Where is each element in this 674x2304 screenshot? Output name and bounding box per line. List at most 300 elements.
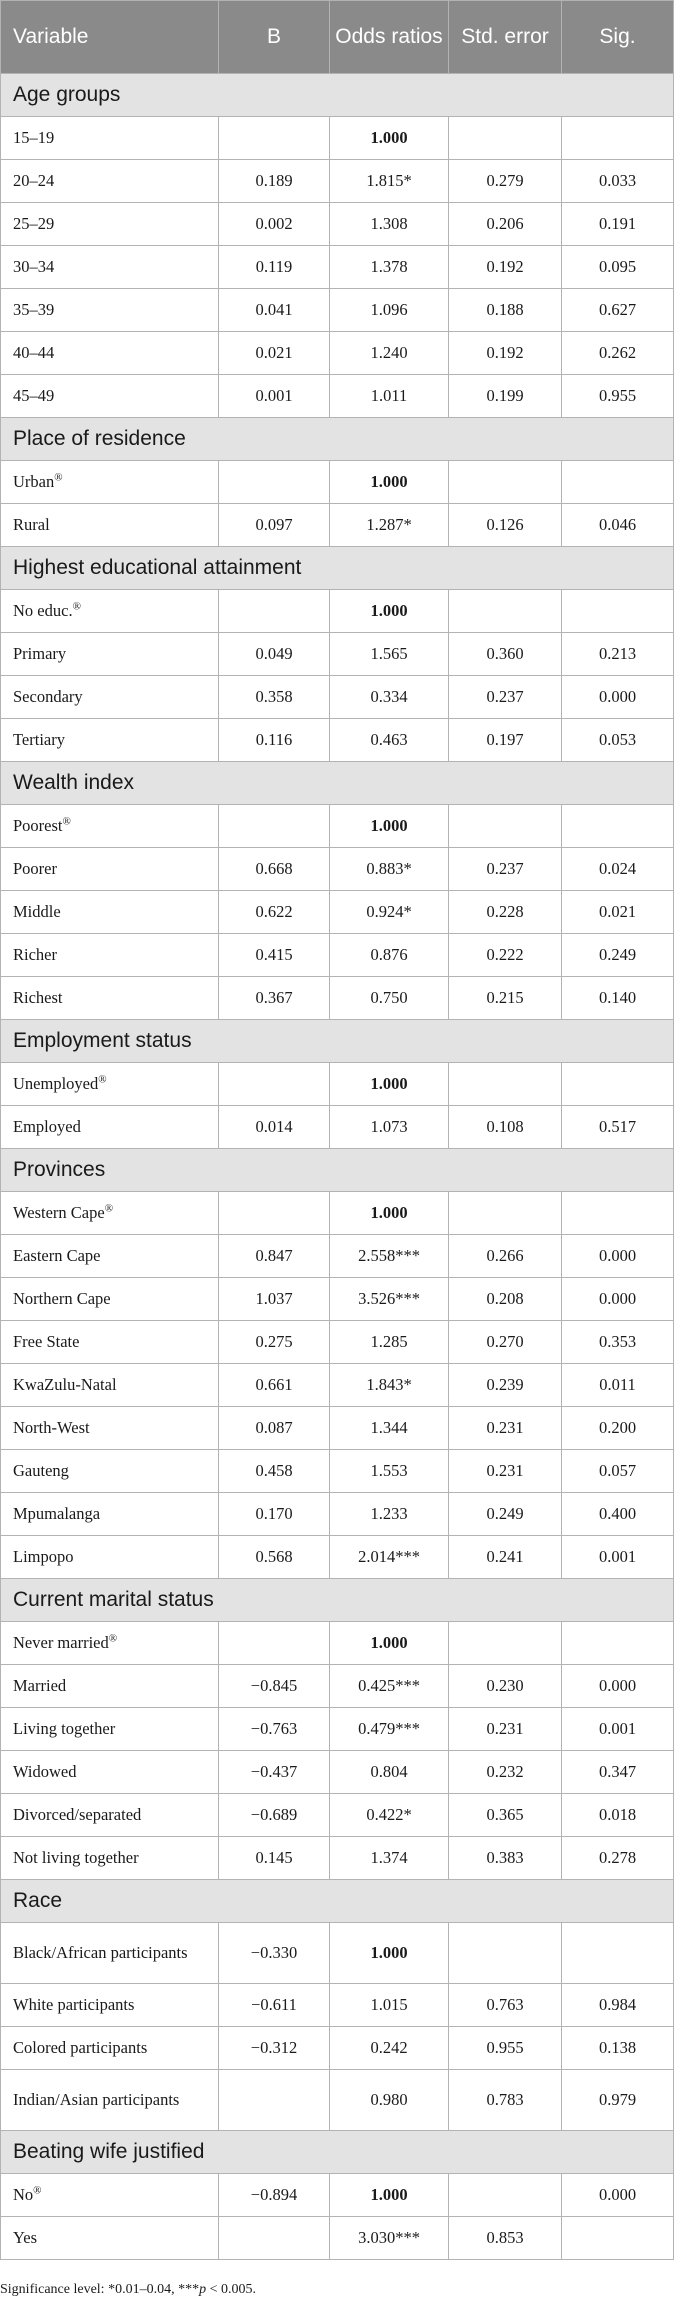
table-row bbox=[1, 1106, 674, 1149]
table-row bbox=[1, 1708, 674, 1751]
row-std-error: 0.383 bbox=[449, 1837, 562, 1880]
table-row bbox=[1, 1751, 674, 1794]
row-std-error bbox=[449, 1063, 562, 1106]
reference-mark: ® bbox=[104, 1202, 114, 1215]
reference-mark: ® bbox=[72, 600, 81, 613]
row-b: 0.116 bbox=[219, 719, 330, 762]
row-label: North-West bbox=[13, 1418, 90, 1437]
row-std-error: 0.230 bbox=[449, 1665, 562, 1708]
section-header-row bbox=[1, 547, 674, 590]
table-row bbox=[1, 719, 674, 762]
row-odds-ratio: 0.804 bbox=[330, 1751, 449, 1794]
row-std-error: 0.192 bbox=[449, 332, 562, 375]
row-variable bbox=[1, 1106, 219, 1149]
table-row bbox=[1, 1984, 674, 2027]
row-label: 25–29 bbox=[13, 214, 55, 233]
row-label: Yes bbox=[13, 2228, 38, 2247]
row-std-error: 0.199 bbox=[449, 375, 562, 418]
row-sig: 0.000 bbox=[562, 1278, 674, 1321]
row-label: Married bbox=[13, 1676, 67, 1695]
row-odds-ratio: 1.000 bbox=[330, 1192, 449, 1235]
table-row bbox=[1, 934, 674, 977]
row-std-error: 0.266 bbox=[449, 1235, 562, 1278]
section-header-row bbox=[1, 1579, 674, 1622]
row-odds-ratio: 1.344 bbox=[330, 1407, 449, 1450]
table-row bbox=[1, 2027, 674, 2070]
table-row bbox=[1, 504, 674, 547]
row-sig: 0.000 bbox=[562, 1235, 674, 1278]
row-sig: 0.200 bbox=[562, 1407, 674, 1450]
section-title: Employment status bbox=[1, 1020, 674, 1063]
row-std-error: 0.955 bbox=[449, 2027, 562, 2070]
row-odds-ratio: 0.876 bbox=[330, 934, 449, 977]
row-std-error bbox=[449, 1923, 562, 1984]
row-label: Not living together bbox=[13, 1848, 139, 1867]
table-row bbox=[1, 1794, 674, 1837]
row-label: 20–24 bbox=[13, 171, 55, 190]
reference-mark: ® bbox=[54, 471, 63, 484]
row-odds-ratio: 0.980 bbox=[330, 2070, 449, 2131]
row-sig bbox=[562, 461, 674, 504]
row-b: −0.330 bbox=[219, 1923, 330, 1984]
row-variable bbox=[1, 289, 219, 332]
table-row bbox=[1, 1063, 674, 1106]
section-title: Wealth index bbox=[1, 762, 674, 805]
row-sig: 0.000 bbox=[562, 2174, 674, 2217]
row-sig: 0.001 bbox=[562, 1536, 674, 1579]
row-std-error: 0.237 bbox=[449, 676, 562, 719]
significance-footnote bbox=[0, 2282, 256, 2298]
row-std-error: 0.192 bbox=[449, 246, 562, 289]
row-sig bbox=[562, 1063, 674, 1106]
row-variable bbox=[1, 332, 219, 375]
row-label: Black/African participants bbox=[13, 1943, 188, 1962]
row-std-error: 0.365 bbox=[449, 1794, 562, 1837]
row-sig: 0.021 bbox=[562, 891, 674, 934]
row-sig: 0.018 bbox=[562, 1794, 674, 1837]
row-b bbox=[219, 1063, 330, 1106]
row-std-error: 0.231 bbox=[449, 1450, 562, 1493]
row-b: 0.847 bbox=[219, 1235, 330, 1278]
row-b: −0.437 bbox=[219, 1751, 330, 1794]
row-odds-ratio: 0.425*** bbox=[330, 1665, 449, 1708]
row-b bbox=[219, 590, 330, 633]
table-row bbox=[1, 2070, 674, 2131]
row-variable bbox=[1, 633, 219, 676]
row-sig: 0.001 bbox=[562, 1708, 674, 1751]
row-b: 0.021 bbox=[219, 332, 330, 375]
reference-mark: ® bbox=[33, 2184, 42, 2197]
row-variable bbox=[1, 1708, 219, 1751]
row-std-error bbox=[449, 1192, 562, 1235]
row-b: 0.367 bbox=[219, 977, 330, 1020]
row-odds-ratio: 0.924* bbox=[330, 891, 449, 934]
header-std-error: Std. error bbox=[449, 1, 562, 74]
table-row bbox=[1, 160, 674, 203]
footnote-suffix: < 0.005. bbox=[206, 2282, 256, 2297]
row-variable bbox=[1, 246, 219, 289]
row-label: Mpumalanga bbox=[13, 1504, 101, 1523]
row-std-error: 0.270 bbox=[449, 1321, 562, 1364]
row-b: 0.041 bbox=[219, 289, 330, 332]
row-std-error: 0.231 bbox=[449, 1708, 562, 1751]
row-label: Poorer bbox=[13, 859, 57, 878]
row-odds-ratio: 2.558*** bbox=[330, 1235, 449, 1278]
row-label: Middle bbox=[13, 902, 61, 921]
row-odds-ratio: 1.000 bbox=[330, 805, 449, 848]
row-variable bbox=[1, 1235, 219, 1278]
table-row bbox=[1, 332, 674, 375]
row-variable bbox=[1, 1450, 219, 1493]
row-label: Widowed bbox=[13, 1762, 77, 1781]
row-b bbox=[219, 805, 330, 848]
row-variable bbox=[1, 1192, 219, 1235]
row-label: Primary bbox=[13, 644, 67, 663]
section-title: Beating wife justified bbox=[1, 2131, 674, 2174]
row-variable bbox=[1, 1923, 219, 1984]
table-row bbox=[1, 461, 674, 504]
row-variable bbox=[1, 1364, 219, 1407]
row-b bbox=[219, 461, 330, 504]
row-b: 0.661 bbox=[219, 1364, 330, 1407]
row-std-error: 0.232 bbox=[449, 1751, 562, 1794]
row-variable bbox=[1, 2174, 219, 2217]
row-std-error bbox=[449, 1622, 562, 1665]
row-odds-ratio: 1.073 bbox=[330, 1106, 449, 1149]
row-variable bbox=[1, 848, 219, 891]
row-odds-ratio: 1.000 bbox=[330, 1923, 449, 1984]
row-std-error: 0.206 bbox=[449, 203, 562, 246]
row-b: −0.312 bbox=[219, 2027, 330, 2070]
row-b: 0.002 bbox=[219, 203, 330, 246]
row-odds-ratio: 3.526*** bbox=[330, 1278, 449, 1321]
row-sig bbox=[562, 805, 674, 848]
row-variable bbox=[1, 504, 219, 547]
row-odds-ratio: 1.374 bbox=[330, 1837, 449, 1880]
row-odds-ratio: 1.233 bbox=[330, 1493, 449, 1536]
row-sig: 0.000 bbox=[562, 676, 674, 719]
row-label: 15–19 bbox=[13, 128, 55, 147]
row-sig: 0.278 bbox=[562, 1837, 674, 1880]
row-odds-ratio: 1.308 bbox=[330, 203, 449, 246]
row-variable bbox=[1, 2070, 219, 2131]
row-b: 0.145 bbox=[219, 1837, 330, 1880]
table-row bbox=[1, 289, 674, 332]
row-sig: 0.138 bbox=[562, 2027, 674, 2070]
table-row bbox=[1, 676, 674, 719]
footnote-prefix: Significance level: *0.01–0.04, *** bbox=[0, 2282, 200, 2297]
row-label: 35–39 bbox=[13, 300, 55, 319]
row-odds-ratio: 1.553 bbox=[330, 1450, 449, 1493]
row-odds-ratio: 1.000 bbox=[330, 1622, 449, 1665]
table-row bbox=[1, 2217, 674, 2260]
row-sig bbox=[562, 590, 674, 633]
table-row bbox=[1, 633, 674, 676]
row-label: Northern Cape bbox=[13, 1289, 111, 1308]
row-sig bbox=[562, 1622, 674, 1665]
table-row bbox=[1, 2174, 674, 2217]
row-label: KwaZulu-Natal bbox=[13, 1375, 117, 1394]
row-variable bbox=[1, 461, 219, 504]
row-sig bbox=[562, 1192, 674, 1235]
row-sig: 0.033 bbox=[562, 160, 674, 203]
row-label: Never married bbox=[13, 1633, 109, 1652]
table-row bbox=[1, 1837, 674, 1880]
table-row bbox=[1, 805, 674, 848]
section-header-row bbox=[1, 1149, 674, 1192]
row-label: Rural bbox=[13, 515, 50, 534]
row-odds-ratio: 1.000 bbox=[330, 1063, 449, 1106]
row-std-error: 0.783 bbox=[449, 2070, 562, 2131]
row-variable bbox=[1, 375, 219, 418]
row-variable bbox=[1, 805, 219, 848]
row-std-error bbox=[449, 805, 562, 848]
table-row bbox=[1, 1407, 674, 1450]
row-label: No bbox=[13, 2185, 34, 2204]
table-row bbox=[1, 117, 674, 160]
row-std-error: 0.188 bbox=[449, 289, 562, 332]
row-label: Employed bbox=[13, 1117, 81, 1136]
header-variable: Variable bbox=[1, 1, 219, 74]
row-label: Living together bbox=[13, 1719, 116, 1738]
row-std-error: 0.279 bbox=[449, 160, 562, 203]
row-label: 45–49 bbox=[13, 386, 55, 405]
section-title: Provinces bbox=[1, 1149, 674, 1192]
row-b: 0.568 bbox=[219, 1536, 330, 1579]
row-variable bbox=[1, 117, 219, 160]
row-label: Richer bbox=[13, 945, 57, 964]
row-odds-ratio: 0.463 bbox=[330, 719, 449, 762]
row-variable bbox=[1, 1665, 219, 1708]
row-std-error: 0.197 bbox=[449, 719, 562, 762]
row-label: Secondary bbox=[13, 687, 83, 706]
row-std-error: 0.222 bbox=[449, 934, 562, 977]
table-row bbox=[1, 375, 674, 418]
row-label: Eastern Cape bbox=[13, 1246, 101, 1265]
table-row bbox=[1, 1278, 674, 1321]
row-sig bbox=[562, 117, 674, 160]
table-row bbox=[1, 1536, 674, 1579]
row-odds-ratio: 0.334 bbox=[330, 676, 449, 719]
row-odds-ratio: 1.015 bbox=[330, 1984, 449, 2027]
row-variable bbox=[1, 203, 219, 246]
row-variable bbox=[1, 891, 219, 934]
row-std-error bbox=[449, 461, 562, 504]
row-sig: 0.627 bbox=[562, 289, 674, 332]
row-sig: 0.057 bbox=[562, 1450, 674, 1493]
table-row bbox=[1, 1450, 674, 1493]
row-b: 0.170 bbox=[219, 1493, 330, 1536]
row-variable bbox=[1, 590, 219, 633]
row-label: 40–44 bbox=[13, 343, 55, 362]
row-odds-ratio: 1.285 bbox=[330, 1321, 449, 1364]
header-sig: Sig. bbox=[562, 1, 674, 74]
row-variable bbox=[1, 1493, 219, 1536]
section-title: Age groups bbox=[1, 74, 674, 117]
row-odds-ratio: 1.011 bbox=[330, 375, 449, 418]
table-row bbox=[1, 1321, 674, 1364]
row-odds-ratio: 3.030*** bbox=[330, 2217, 449, 2260]
row-label: Richest bbox=[13, 988, 63, 1007]
row-b: 0.119 bbox=[219, 246, 330, 289]
row-variable bbox=[1, 1063, 219, 1106]
row-sig: 0.262 bbox=[562, 332, 674, 375]
row-b bbox=[219, 1192, 330, 1235]
row-b: 1.037 bbox=[219, 1278, 330, 1321]
row-b bbox=[219, 117, 330, 160]
section-header-row bbox=[1, 2131, 674, 2174]
section-title: Race bbox=[1, 1880, 674, 1923]
row-odds-ratio: 0.883* bbox=[330, 848, 449, 891]
section-header-row bbox=[1, 762, 674, 805]
header-b: B bbox=[219, 1, 330, 74]
row-b: −0.763 bbox=[219, 1708, 330, 1751]
row-label: Colored participants bbox=[13, 2038, 148, 2057]
row-odds-ratio: 1.378 bbox=[330, 246, 449, 289]
row-std-error bbox=[449, 2174, 562, 2217]
row-label: Poorest bbox=[13, 816, 63, 835]
table-row bbox=[1, 1923, 674, 1984]
row-b: −0.611 bbox=[219, 1984, 330, 2027]
row-odds-ratio: 1.000 bbox=[330, 590, 449, 633]
header-odds-ratios: Odds ratios bbox=[330, 1, 449, 74]
reference-mark: ® bbox=[62, 815, 71, 828]
table-row bbox=[1, 203, 674, 246]
reference-mark: ® bbox=[98, 1073, 107, 1086]
row-odds-ratio: 0.422* bbox=[330, 1794, 449, 1837]
row-variable bbox=[1, 1794, 219, 1837]
table-header-row bbox=[1, 1, 674, 74]
row-sig bbox=[562, 1923, 674, 1984]
row-odds-ratio: 1.815* bbox=[330, 160, 449, 203]
row-sig: 0.140 bbox=[562, 977, 674, 1020]
row-label: Limpopo bbox=[13, 1547, 74, 1566]
row-b: 0.189 bbox=[219, 160, 330, 203]
row-odds-ratio: 1.565 bbox=[330, 633, 449, 676]
row-b: 0.049 bbox=[219, 633, 330, 676]
row-label: Western Cape bbox=[13, 1203, 105, 1222]
row-odds-ratio: 1.096 bbox=[330, 289, 449, 332]
row-std-error: 0.208 bbox=[449, 1278, 562, 1321]
row-label: Free State bbox=[13, 1332, 80, 1351]
row-std-error: 0.231 bbox=[449, 1407, 562, 1450]
section-title: Current marital status bbox=[1, 1579, 674, 1622]
row-variable bbox=[1, 719, 219, 762]
row-std-error: 0.215 bbox=[449, 977, 562, 1020]
row-variable bbox=[1, 1321, 219, 1364]
section-header-row bbox=[1, 1880, 674, 1923]
row-std-error: 0.108 bbox=[449, 1106, 562, 1149]
row-b: 0.275 bbox=[219, 1321, 330, 1364]
row-sig: 0.053 bbox=[562, 719, 674, 762]
row-odds-ratio: 1.287* bbox=[330, 504, 449, 547]
table-row bbox=[1, 1665, 674, 1708]
row-sig: 0.095 bbox=[562, 246, 674, 289]
row-variable bbox=[1, 1837, 219, 1880]
row-b: −0.845 bbox=[219, 1665, 330, 1708]
row-label: Unemployed bbox=[13, 1074, 99, 1093]
row-variable bbox=[1, 2217, 219, 2260]
table-row bbox=[1, 1235, 674, 1278]
section-header-row bbox=[1, 1020, 674, 1063]
table-row bbox=[1, 848, 674, 891]
table-row bbox=[1, 891, 674, 934]
row-b: 0.358 bbox=[219, 676, 330, 719]
row-std-error: 0.249 bbox=[449, 1493, 562, 1536]
row-sig: 0.000 bbox=[562, 1665, 674, 1708]
table-body bbox=[1, 74, 674, 2260]
row-label: No educ. bbox=[13, 601, 73, 620]
section-header-row bbox=[1, 74, 674, 117]
row-label: Urban bbox=[13, 472, 55, 491]
row-variable bbox=[1, 1407, 219, 1450]
row-sig bbox=[562, 2217, 674, 2260]
row-b: 0.001 bbox=[219, 375, 330, 418]
table-row bbox=[1, 590, 674, 633]
row-b: 0.097 bbox=[219, 504, 330, 547]
row-sig: 0.213 bbox=[562, 633, 674, 676]
row-odds-ratio: 0.479*** bbox=[330, 1708, 449, 1751]
table-row bbox=[1, 246, 674, 289]
row-sig: 0.046 bbox=[562, 504, 674, 547]
row-b: 0.415 bbox=[219, 934, 330, 977]
table-row bbox=[1, 1493, 674, 1536]
row-variable bbox=[1, 676, 219, 719]
row-variable bbox=[1, 2027, 219, 2070]
row-label: 30–34 bbox=[13, 257, 55, 276]
row-sig: 0.024 bbox=[562, 848, 674, 891]
section-title: Highest educational attainment bbox=[1, 547, 674, 590]
row-std-error: 0.237 bbox=[449, 848, 562, 891]
row-b: 0.458 bbox=[219, 1450, 330, 1493]
row-b bbox=[219, 1622, 330, 1665]
row-odds-ratio: 1.000 bbox=[330, 117, 449, 160]
row-sig: 0.249 bbox=[562, 934, 674, 977]
table-row bbox=[1, 977, 674, 1020]
row-b: 0.622 bbox=[219, 891, 330, 934]
section-title: Place of residence bbox=[1, 418, 674, 461]
row-b bbox=[219, 2217, 330, 2260]
row-label: Divorced/separated bbox=[13, 1805, 142, 1824]
row-sig: 0.984 bbox=[562, 1984, 674, 2027]
row-std-error bbox=[449, 117, 562, 160]
row-variable bbox=[1, 934, 219, 977]
row-variable bbox=[1, 1536, 219, 1579]
row-odds-ratio: 0.750 bbox=[330, 977, 449, 1020]
row-sig: 0.979 bbox=[562, 2070, 674, 2131]
row-std-error: 0.239 bbox=[449, 1364, 562, 1407]
row-odds-ratio: 1.240 bbox=[330, 332, 449, 375]
footnote-p: p bbox=[199, 2282, 207, 2297]
row-sig: 0.191 bbox=[562, 203, 674, 246]
row-b bbox=[219, 2070, 330, 2131]
row-std-error: 0.763 bbox=[449, 1984, 562, 2027]
row-std-error: 0.126 bbox=[449, 504, 562, 547]
row-odds-ratio: 1.000 bbox=[330, 461, 449, 504]
row-sig: 0.517 bbox=[562, 1106, 674, 1149]
row-std-error: 0.853 bbox=[449, 2217, 562, 2260]
row-b: 0.014 bbox=[219, 1106, 330, 1149]
row-odds-ratio: 2.014*** bbox=[330, 1536, 449, 1579]
row-sig: 0.347 bbox=[562, 1751, 674, 1794]
row-odds-ratio: 1.843* bbox=[330, 1364, 449, 1407]
row-variable bbox=[1, 1751, 219, 1794]
row-variable bbox=[1, 1278, 219, 1321]
row-label: Gauteng bbox=[13, 1461, 69, 1480]
row-sig: 0.400 bbox=[562, 1493, 674, 1536]
row-std-error: 0.228 bbox=[449, 891, 562, 934]
row-std-error bbox=[449, 590, 562, 633]
